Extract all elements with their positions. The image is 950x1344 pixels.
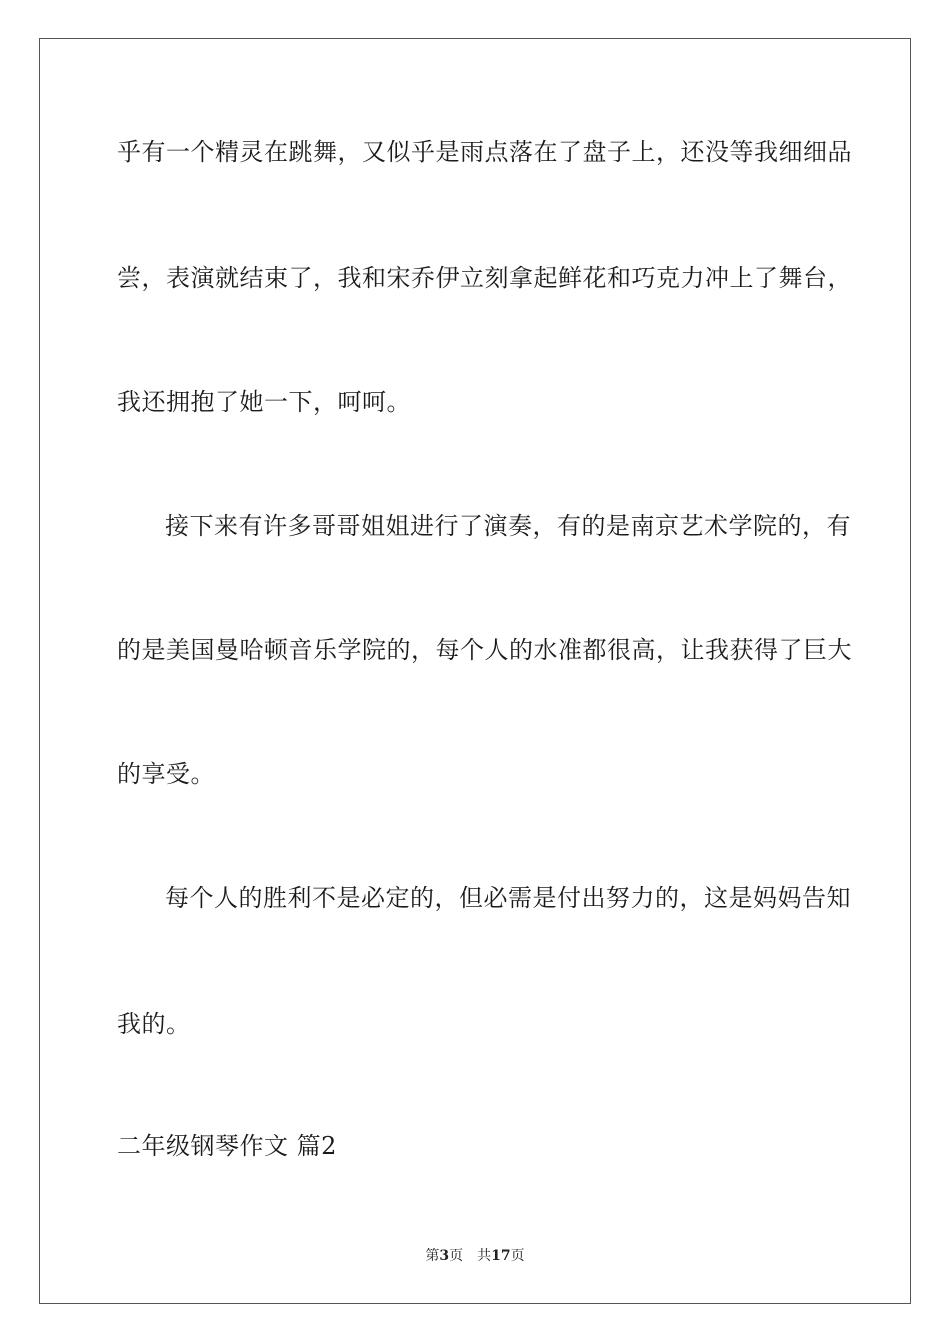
footer-page-total: 17 [491, 1248, 511, 1264]
paragraph-line-5: 的是美国曼哈顿音乐学院的，每个人的水准都很高，让我获得了巨大 [117, 636, 852, 664]
paragraph-line-1: 乎有一个精灵在跳舞，又似乎是雨点落在了盘子上，还没等我细细品 [117, 138, 852, 166]
paragraph-line-3: 我还拥抱了她一下，呵呵。 [117, 388, 411, 416]
footer-total-suffix: 页 [510, 1248, 525, 1264]
footer-page-current: 3 [439, 1248, 450, 1264]
paragraph-line-7: 每个人的胜利不是必定的，但必需是付出努力的，这是妈妈告知 [165, 884, 851, 912]
section-heading: 二年级钢琴作文 篇2 [117, 1132, 337, 1160]
footer-page-prefix: 第 [425, 1248, 440, 1264]
paragraph-line-6: 的享受。 [117, 760, 215, 788]
page-border [39, 38, 911, 1304]
footer-page-suffix: 页 [449, 1248, 464, 1264]
paragraph-line-4: 接下来有许多哥哥姐姐进行了演奏，有的是南京艺术学院的，有 [165, 512, 851, 540]
footer-total-prefix: 共 [477, 1248, 492, 1264]
page-footer [0, 1246, 950, 1266]
paragraph-line-2: 尝，表演就结束了，我和宋乔伊立刻拿起鲜花和巧克力冲上了舞台， [117, 264, 852, 292]
paragraph-line-8: 我的。 [117, 1010, 191, 1038]
